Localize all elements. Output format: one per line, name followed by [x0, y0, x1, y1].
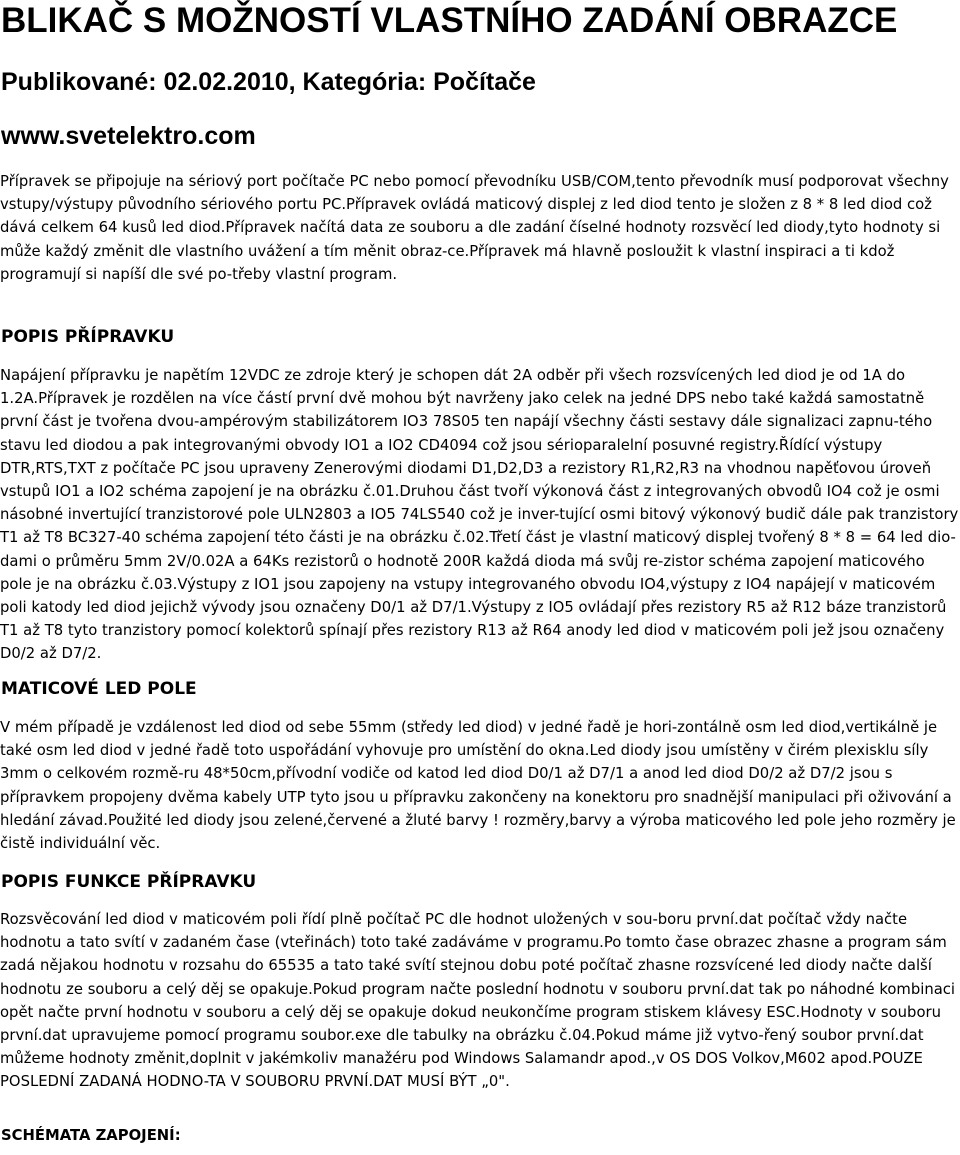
section-paragraph-funkce: Rozsvěcování led diod v maticovém poli řídí plně počítač PC dle hodnot uložených v sou-boru první.dat počítač vždy načte hodnotu a tato svítí v zadaném čase (vteřinách) toto také zadáváme v programu.Po tomto čase obrazec zhasne a program sám zadá nějakou hodnotu v rozsahu do 65535 a tato také svítí stejnou dobu poté počítač zhasne rozsvícené led diody načte další hodnotu ze souboru a celý děj se opakuje.Pokud program načte poslední hodnotu v souboru první.dat tak po náhodné kombinaci opět načte první hodnotu v souboru a celý děj se opakuje dokud neukončíme program stiskem klávesy ESC.Hodnoty v souboru první.dat upravujeme pomocí programu soubor.exe dle tabulky na obrázku č.04.Pokud máme již vytvo-řený soubor první.dat můžeme hodnoty změnit,doplnit v jakémkoliv manažéru pod Windows Salamandr apod.,v OS DOS Volkov,M602 apod.POUZE POSLEDNÍ ZADANÁ HODNO-TA V SOUBORU PRVNÍ.DAT MUSÍ BÝT „0".: [0, 911, 956, 1091]
section-heading-popis: POPIS PŘÍPRAVKU: [1, 327, 175, 347]
publication-info: Publikované: 02.02.2010, Kategória: Počítače: [1, 68, 536, 96]
intro-paragraph: Přípravek se připojuje na sériový port počítače PC nebo pomocí převodníku USB/COM,tento převodník musí podporovat všechny vstupy/výstupy původního sériového portu PC.Přípravek ovládá maticový displej z led diod tento je složen z 8 * 8 led diod což dává celkem 64 kusů led diod.Přípravek načítá data ze souboru a dle zadání číselné hodnoty rozsvěcí led diody,tyto hodnoty si může každý změnit dle vlastního uvážení a tím měnit obraz-ce.Přípravek má hlavně posloužit k vlastní inspiraci a ti kdož programují si napíší dle své po-třeby vlastní program.: [0, 173, 949, 283]
site-name: www.svetelektro.com: [1, 122, 256, 150]
section-heading-schemata: SCHÉMATA ZAPOJENÍ:: [1, 1127, 181, 1144]
section-paragraph-popis: Napájení přípravku je napětím 12VDC ze zdroje který je schopen dát 2A odběr při všech rozsvícených led diod je od 1A do 1.2A.Přípravek je rozdělen na více částí první dvě mohou být navrženy jako celek na jedné DPS nebo také každá samostatně první část je tvořena dvou-ampérovým stabilizátorem IO3 78S05 ten napájí všechny části sestavy dále signalizaci zapnu-tého stavu led diodou a pak integrovanými obvody IO1 a IO2 CD4094 což jsou sérioparalelní posuvné registry.Řídící výstupy DTR,RTS,TXT z počítače PC jsou upraveny Zenerovými diodami D1,D2,D3 a rezistory R1,R2,R3 na vhodnou napěťovou úroveň vstupů IO1 a IO2 schéma zapojení je na obrázku č.01.Druhou část tvoří výkonová část z integrovaných obvodů IO4 což je osmi násobné invertující tranzistorové pole ULN2803 a IO5 74LS540 což je inver-tující osmi bitový výkonový budič dále pak tranzistory T1 až T8 BC327-40 schéma zapojení této části je na obrázku č.02.Třetí část je vlastní maticový displej tvořený 8 * 8 = 64 led dio-dami o průměru 5mm 2V/0.02A a 64Ks rezistorů o hodnotě 200R každá dioda má svůj re-zistor schéma zapojení maticového pole je na obrázku č.03.Výstupy z IO1 jsou zapojeny na vstupy integrovaného obvodu IO4,výstupy z IO4 napájejí v maticovém poli katody led diod jejichž vývody jsou označeny D0/1 až D7/1.Výstupy z IO5 ovládají přes rezistory R5 až R12 báze tranzistorů T1 až T8 tyto tranzistory pomocí kolektorů spínají přes rezistory R13 až R64 anody led diod v maticovém poli jež jsou označeny D0/2 až D7/2.: [0, 367, 959, 663]
section-heading-matice: MATICOVÉ LED POLE: [1, 679, 197, 699]
section-heading-funkce: POPIS FUNKCE PŘÍPRAVKU: [1, 872, 257, 892]
section-paragraph-matice: V mém případě je vzdálenost led diod od sebe 55mm (středy led diod) v jedné řadě je hori-zontálně osm led diod,vertikálně je také osm led diod v jedné řadě toto uspořádání vyhovuje pro umístění do okna.Led diody jsou umístěny v čirém plexisklu síly 3mm o celkovém rozmě-ru 48*50cm,přívodní vodiče od katod led diod D0/1 až D7/1 a anod led diod D0/2 až D7/2 jsou s přípravkem propojeny dvěma kabely UTP tyto jsou u přípravku zakončeny na konektoru pro snadnější manipulaci při oživování a hledání závad.Použité led diody jsou zelené,červené a žluté barvy ! rozměry,barvy a výroba maticového led pole jeho rozměry je čistě individuální věc.: [0, 719, 956, 853]
page-title: BLIKAČ S MOŽNOSTÍ VLASTNÍHO ZADÁNÍ OBRAZCE: [1, 1, 898, 40]
